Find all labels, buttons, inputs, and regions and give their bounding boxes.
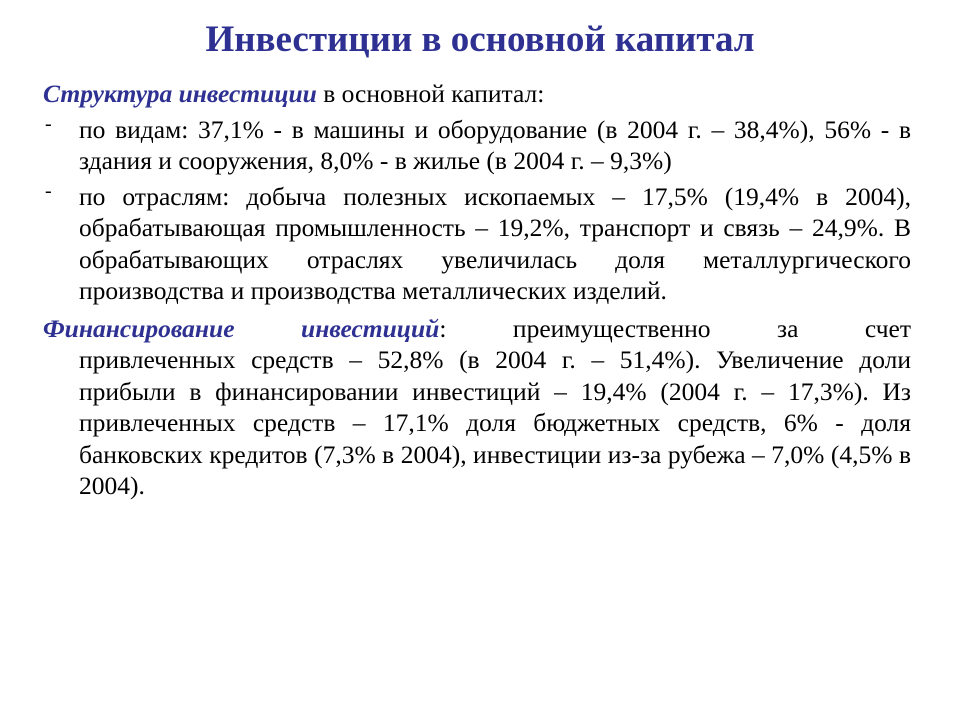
financing-first-line xyxy=(43,313,911,345)
slide-content xyxy=(43,78,911,502)
slide-title: Инвестиции в основной капитал xyxy=(205,19,755,60)
structure-intro xyxy=(43,78,911,110)
financing-paragraph xyxy=(43,313,911,502)
bullet-text: по отраслям: добыча полезных ископаемых – 17,5% (19,4% в 2004), обрабатывающая промышленность – 19,2%, транспорт и связь – 24,9%. В обрабатывающих отраслях увеличилась доля металлургического производства и производства металлических изделий. xyxy=(79,181,911,305)
financing-first-line-rest: : преимущественно за счет xyxy=(439,313,911,343)
bullet-dash: - xyxy=(45,179,52,202)
structure-heading: Структура инвестиции xyxy=(43,79,317,108)
financing-text: привлеченных средств – 52,8% (в 2004 г. – 51,4%). Увеличение доли прибыли в финансировании инвестиций – 19,4% (2004 г. – 17,3%). Из привлеченных средств – 17,1% доля бюджетных средств, 6% - доля банковских кредитов (7,3% в 2004), инвестиции из-за рубежа – 7,0% (4,5% в 2004). xyxy=(79,345,911,500)
structure-heading-rest: в основной капитал: xyxy=(316,79,545,108)
bullet-text: по видам: 37,1% - в машины и оборудование (в 2004 г. – 38,4%), 56% - в здания и сооружения, 8,0% - в жилье (в 2004 г. – 9,3%) xyxy=(79,114,911,175)
bullet-by-type xyxy=(43,114,911,177)
bullet-dash: - xyxy=(45,112,52,135)
bullet-by-industry xyxy=(43,181,911,307)
financing-heading: Финансирование инвестиций xyxy=(43,313,440,343)
